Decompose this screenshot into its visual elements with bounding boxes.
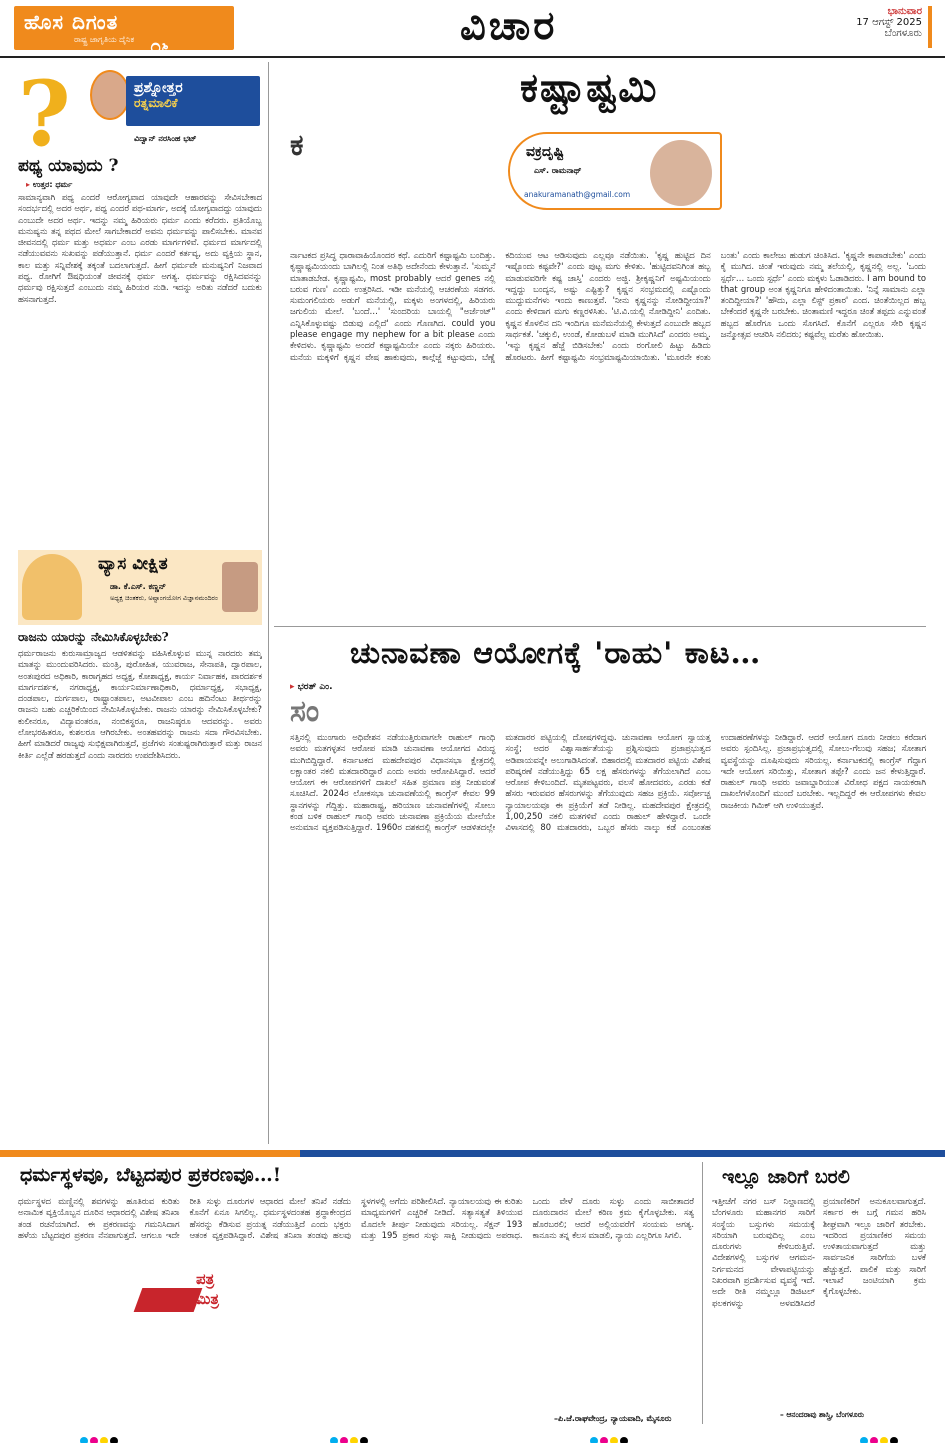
author-photo	[90, 70, 130, 120]
section-title: ವಿಚಾರ	[460, 2, 558, 49]
vyasa-author-photo	[222, 562, 258, 612]
letters-body: ಧರ್ಮಸ್ಥಳದ ಮಣ್ಣಿನಲ್ಲಿ ಶವಗಳನ್ನು ಹೂತಿರುವ ಕುರಿತು ಅನಾಮಿಕ ವ್ಯಕ್ತಿಯೊಬ್ಬನ ದೂರಿನ ಆಧಾರದಲ್ಲಿ ವಿಶೇಷ ತನಿಖಾ ತಂಡ ರಚನೆಯಾಗಿದೆ. ಈ ಪ್ರಕರಣವನ್ನು ಗಮನಿಸಿದಾಗ ಹಳೆಯ ಬೆಟ್ಟದಪುರ ಪ್ರಕರಣ ನೆನಪಾಗುತ್ತದೆ. ಆಗಲೂ ಇದೇ ರೀತಿ ಸುಳ್ಳು ದೂರುಗಳ ಆಧಾರದ ಮೇಲೆ ತನಿಖೆ ನಡೆದು ಕೊನೆಗೆ ಏನೂ ಸಿಗಲಿಲ್ಲ. ಧರ್ಮಸ್ಥಳದಂತಹ ಶ್ರದ್ಧಾಕೇಂದ್ರದ ಹೆಸರನ್ನು ಕೆಡಿಸುವ ಪ್ರಯತ್ನ ನಡೆಯುತ್ತಿದೆ ಎಂದು ಭಕ್ತರು ಆತಂಕ ವ್ಯಕ್ತಪಡಿಸಿದ್ದಾರೆ. ವಿಶೇಷ ತನಿಖಾ ತಂಡವು ಹಲವು ಸ್ಥಳಗಳಲ್ಲಿ ಅಗೆದು ಪರಿಶೀಲಿಸಿದೆ. ನ್ಯಾಯಾಲಯವು ಈ ಕುರಿತು ಮಾಧ್ಯಮಗಳಿಗೆ ಎಚ್ಚರಿಕೆ ನೀಡಿದೆ. ಸತ್ಯಾಸತ್ಯತೆ ತಿಳಿಯುವ ಮೊದಲೇ ತೀರ್ಪು ನೀಡುವುದು ಸರಿಯಲ್ಲ. ಸೆಕ್ಷನ್ 193 ಮತ್ತು 195 ಪ್ರಕಾರ ಸುಳ್ಳು ಸಾಕ್ಷಿ ನೀಡುವುದು ಅಪರಾಧ. ಒಂದು ವೇಳೆ ದೂರು ಸುಳ್ಳು ಎಂದು ಸಾಬೀತಾದರೆ ದೂರುದಾರನ ಮೇಲೆ ಕಠಿಣ ಕ್ರಮ ಕೈಗೊಳ್ಳಬೇಕು. ಸತ್ಯ ಹೊರಬರಲಿ; ಆದರೆ ಅಲ್ಲಿಯವರೆಗೆ ಸಂಯಮ ಅಗತ್ಯ. ಕಾನೂನು ತನ್ನ ಕೆಲಸ ಮಾಡಲಿ, ನ್ಯಾಯ ಎಲ್ಲರಿಗೂ ಸಿಗಲಿ.	[18, 1196, 694, 1240]
illu-body: ಇತ್ತೀಚೆಗೆ ನಗರ ಬಸ್ ನಿಲ್ದಾಣದಲ್ಲಿ ಬೆಂಗಳೂರು ಮಹಾನಗರ ಸಾರಿಗೆ ಸಂಸ್ಥೆಯ ಬಸ್ಸುಗಳು ಸಮಯಕ್ಕೆ ಸರಿಯಾಗಿ ಬರುವುದಿಲ್ಲ ಎಂಬ ದೂರುಗಳು ಕೇಳಿಬರುತ್ತಿವೆ. ವಿದೇಶಗಳಲ್ಲಿ ಬಸ್ಸುಗಳ ಆಗಮನ-ನಿರ್ಗಮನದ ವೇಳಾಪಟ್ಟಿಯನ್ನು ನಿಖರವಾಗಿ ಪ್ರದರ್ಶಿಸುವ ವ್ಯವಸ್ಥೆ ಇದೆ. ಅದೇ ರೀತಿ ನಮ್ಮಲ್ಲೂ ಡಿಜಿಟಲ್ ಫಲಕಗಳನ್ನು ಅಳವಡಿಸಿದರೆ ಪ್ರಯಾಣಿಕರಿಗೆ ಅನುಕೂಲವಾಗುತ್ತದೆ. ಸರ್ಕಾರ ಈ ಬಗ್ಗೆ ಗಮನ ಹರಿಸಿ ಶೀಘ್ರವಾಗಿ ಇಲ್ಲೂ ಜಾರಿಗೆ ತರಬೇಕು. ಇದರಿಂದ ಪ್ರಯಾಣಿಕರ ಸಮಯ ಉಳಿತಾಯವಾಗುತ್ತದೆ ಮತ್ತು ಸಾರ್ವಜನಿಕ ಸಾರಿಗೆಯ ಬಳಕೆ ಹೆಚ್ಚುತ್ತದೆ. ಪಾಲಿಕೆ ಮತ್ತು ಸಾರಿಗೆ ಇಲಾಖೆ ಜಂಟಿಯಾಗಿ ಕ್ರಮ ಕೈಗೊಳ್ಳಬೇಕು.	[712, 1196, 926, 1308]
registration-dots	[330, 1430, 370, 1443]
qa-title: ಪಥ್ಯ ಯಾವುದು ?	[18, 156, 119, 176]
patra-mitra-line1: ಪತ್ರ	[196, 1270, 215, 1288]
color-band-accent	[0, 1150, 300, 1157]
question-mark-icon: ?	[18, 61, 71, 167]
date-block	[822, 6, 932, 48]
letters-author: –ಪಿ.ಜೆ.ರಾಘವೇಂದ್ರ, ನ್ಯಾಯವಾದಿ, ಮೈಸೂರು	[554, 1414, 672, 1423]
page-number: ೦೬	[150, 34, 173, 58]
column-brand: ವಕ್ರದೃಷ್ಟಿ	[526, 144, 564, 160]
column-author: ಎಸ್. ರಾಮನಾಥ್	[534, 166, 582, 175]
qa-answer-tag: ▸ ಉತ್ತರ: ಧರ್ಮ	[26, 180, 72, 190]
election-dropcap: ಸಂ	[290, 694, 320, 729]
qa-brand-line1: ಪ್ರಶ್ನೋತ್ತರ	[134, 80, 183, 96]
column-dropcap: ಕ	[290, 128, 304, 163]
section-divider	[274, 626, 926, 627]
vyasa-header	[18, 550, 262, 625]
letters-divider	[702, 1162, 703, 1424]
vyasa-author: ಡಾ. ಕೆ.ಎಸ್. ಕಣ್ಣನ್	[110, 582, 166, 591]
column-divider	[268, 62, 269, 1144]
qa-brand-banner	[126, 76, 260, 126]
vyasa-author-role: ಅಧ್ಯಕ್ಷ ಚಿಂತಕರು, ಅಷ್ಟಾಂಗಯೋಗ ವಿಜ್ಞಾನಮಂದಿರಂ	[110, 594, 218, 602]
column-email: anakuramanath@gmail.com	[524, 190, 631, 199]
column-body: ರ್ನಾಟಕದ ಪ್ರಸಿದ್ಧ ಧಾರಾವಾಹಿಯೊಂದರ ಕಥೆ. ಎದುರಿಗೆ ಕಷ್ಟಾಷ್ಟಮಿ ಬಂದಿತ್ತು. ಕೃಷ್ಣಾಷ್ಟಮಿಯಂದು ಬಾಗಿಲಲ್ಲಿ ನಿಂತ ಅತಿಥಿ ಅದೇನೆಂದು ಕೇಳುತ್ತಾನೆ. 'ಸುಮ್ಮನೆ ಮಾತಾಡಬೇಡ. ಕೃಷ್ಣಾಷ್ಟಮಿ, most probably ಆದರೆ genes ನಲ್ಲಿ ಬರುವ ಗುಣ' ಎಂದು ಉತ್ತರಿಸಿದ. ಇಡೀ ಮನೆಯಲ್ಲಿ ಆಚರಣೆಯ ಸಡಗರ. ಸುಮಂಗಲಿಯರು ಅಡುಗೆ ಮನೆಯಲ್ಲಿ, ಮಕ್ಕಳು ಅಂಗಳದಲ್ಲಿ, ಹಿರಿಯರು ಜಗುಲಿಯ ಮೇಲೆ. 'ಬಂದೆ…' 'ಸುಂದರಿಯ ಬಾಯಲ್ಲಿ "ಅರ್ಜೆಂಟ್" ಎನ್ನಿಸಿಕೊಳ್ಳುವಷ್ಟು ಬಿಡುವು ಎಲ್ಲಿದೆ' ಎಂದು ಗೊಣಗಿದ. could you please engage my nephew for a bit please ಎಂದು ಕೇಳಿದಳು. ಕೃಷ್ಣಾಷ್ಟಮಿ ಅಂದರೆ ಕಷ್ಟಾಷ್ಟಮಿಯೇ ಎಂದು ನಕ್ಕರು ಹಿರಿಯರು. ಮನೆಯ ಮಕ್ಕಳಿಗೆ ಕೃಷ್ಣನ ವೇಷ ಹಾಕುವುದು, ಕಾಲ್ಗೆಜ್ಜೆ ಕಟ್ಟುವುದು, ಬೆಣ್ಣೆ ಕದಿಯುವ ಆಟ ಆಡಿಸುವುದು ಎಲ್ಲವೂ ನಡೆಯಿತು. 'ಕೃಷ್ಣ ಹುಟ್ಟಿದ ದಿನ ಇಷ್ಟೊಂದು ಕಷ್ಟವೇ?' ಎಂದು ಪುಟ್ಟ ಮಗು ಕೇಳಿತು. 'ಹುಟ್ಟಿದವನಿಗಿಂತ ಹಬ್ಬ ಮಾಡುವವರಿಗೇ ಕಷ್ಟ ಜಾಸ್ತಿ' ಎಂದರು ಅಜ್ಜಿ. ಶ್ರೀಕೃಷ್ಣನಿಗೆ ಅಷ್ಟಮಿಯಂದು ಇದ್ದದ್ದು ಬಂದ್ಯನ, ಅಷ್ಟು ಎಷ್ಟಿತ್ತು? ಕೃಷ್ಣನ ಸಂಭ್ರಮದಲ್ಲಿ ಎಷ್ಟೊಂದು ಮುದ್ದುಮನೆಗಳು ಇಂದು ಕಾಣುತ್ತವೆ. 'ನೀನು ಕೃಷ್ಣನನ್ನು ನೋಡಿದ್ದೀಯಾ?' ಎಂದು ಕೇಳಿದಾಗ ಮಗು ಕಣ್ಣರಳಿಸಿತು. 'ಟಿ.ವಿ.ಯಲ್ಲಿ ನೋಡಿದ್ದೀನಿ' ಎಂದಿತು. ಕೃಷ್ಣನ ಕೊಳಲಿನ ದನಿ ಇಂದಿಗೂ ಮನೆಮನೆಯಲ್ಲಿ ಕೇಳುತ್ತದೆ ಎಂಬುದೇ ಹಬ್ಬದ ಸಾರ್ಥಕತೆ. 'ಚಕ್ಕುಲಿ, ಉಂಡೆ, ಕೋಡುಬಳೆ ಮಾಡಿ ಮುಗಿಸಿದೆ' ಎಂದರು ಅಮ್ಮ. 'ಇನ್ನು ಕೃಷ್ಣನ ಹೆಜ್ಜೆ ಬಿಡಿಸಬೇಕು' ಎಂದು ರಂಗೋಲಿ ಹಿಟ್ಟು ಹಿಡಿದು ಹೊರಟರು. ಹೀಗೆ ಕಷ್ಟಾಷ್ಟಮಿ ಸಂಭ್ರಮಾಷ್ಟಮಿಯಾಯಿತು. 'ಮೂರನೇ ಕಂತು ಬಂತು' ಎಂದು ಕಾಲೇಜು ಹುಡುಗ ಚಿಂತಿಸಿದ. 'ಕೃಷ್ಣನೇ ಕಾಪಾಡಬೇಕು' ಎಂದು ಕೈ ಮುಗಿದ. ಚಿಂತೆ ಇರುವುದು ನಮ್ಮ ತಲೆಯಲ್ಲಿ, ಕೃಷ್ಣನಲ್ಲಿ ಅಲ್ಲ. 'ಒಂದು ಸ್ಪರ್ಧೆ… ಒಂದು ಸ್ಪರ್ಧೆ' ಎಂದು ಮಕ್ಕಳು ಓಡಾಡಿದರು. I am bound to that group ಅಂತ ಕೃಷ್ಣನಿಗೂ ಹೇಳಿದಂತಾಯಿತು. 'ನಿನ್ನೆ ಸಾಮಾನು ಎಲ್ಲಾ ತಂದಿದ್ದೀಯಾ?' 'ಹೌದು, ಎಲ್ಲಾ ಲಿಸ್ಟ್ ಪ್ರಕಾರ' ಎಂದ. ಚಿಂತೆಯಿಲ್ಲದ ಹಬ್ಬ ಬೇಕೆಂದರೆ ಕೃಷ್ಣನೇ ಬರಬೇಕು. ಚಿಂತಾಮಣಿ ಇದ್ದರೂ ಚಿಂತೆ ತಪ್ಪದು ಎನ್ನುವಂತೆ ಹಬ್ಬದ ಹೊರೆಗೂ ಒಂದು ಸೊಗಸಿದೆ. ಕೊನೆಗೆ ಎಲ್ಲರೂ ಸೇರಿ ಕೃಷ್ಣನ ಜನ್ಮೋತ್ಸವ ಆಚರಿಸಿ ನಲಿದರು; ಕಷ್ಟವೆಲ್ಲ ಮರೆತು ಹೋಯಿತು.	[290, 250, 926, 362]
illu-title: ಇಲ್ಲೂ ಜಾರಿಗೆ ಬರಲಿ	[722, 1166, 850, 1188]
day-label: ಭಾನುವಾರ	[887, 6, 922, 17]
election-title: ಚುನಾವಣಾ ಆಯೋಗಕ್ಕೆ 'ರಾಹು' ಕಾಟ…	[350, 636, 762, 671]
vyasa-title: ರಾಜನು ಯಾರನ್ನು ನೇಮಿಸಿಕೊಳ್ಳಬೇಕು?	[18, 630, 169, 644]
masthead	[0, 0, 945, 58]
election-body: ಸತ್ತಿನಲ್ಲಿ ಮುಂಗಾರು ಅಧಿವೇಶನ ನಡೆಯುತ್ತಿರುವಾಗಲೇ ರಾಹುಲ್ ಗಾಂಧಿ ಅವರು ಮತಗಳ್ಳತನ ಆರೋಪ ಮಾಡಿ ಚುನಾವಣಾ ಆಯೋಗದ ವಿರುದ್ಧ ಮುಗಿಬಿದ್ದಿದ್ದಾರೆ. ಕರ್ನಾಟಕದ ಮಹದೇವಪುರ ವಿಧಾನಸಭಾ ಕ್ಷೇತ್ರದಲ್ಲಿ ಲಕ್ಷಾಂತರ ನಕಲಿ ಮತದಾರರಿದ್ದಾರೆ ಎಂದು ಅವರು ಆರೋಪಿಸಿದ್ದಾರೆ. ಆದರೆ ಆಯೋಗ ಈ ಆರೋಪಗಳಿಗೆ ದಾಖಲೆ ಸಹಿತ ಪ್ರಮಾಣ ಪತ್ರ ನೀಡುವಂತೆ ಸೂಚಿಸಿದೆ. 2024ರ ಲೋಕಸಭಾ ಚುನಾವಣೆಯಲ್ಲಿ ಕಾಂಗ್ರೆಸ್ ಕೇವಲ 99 ಸ್ಥಾನಗಳನ್ನು ಗೆದ್ದಿತ್ತು. ಮಹಾರಾಷ್ಟ್ರ, ಹರಿಯಾಣ ಚುನಾವಣೆಗಳಲ್ಲಿ ಸೋಲು ಕಂಡ ಬಳಿಕ ರಾಹುಲ್ ಗಾಂಧಿ ಅವರು ಚುನಾವಣಾ ಪ್ರಕ್ರಿಯೆಯ ಮೇಲೆಯೇ ಅನುಮಾನ ವ್ಯಕ್ತಪಡಿಸುತ್ತಿದ್ದಾರೆ. 1960ರ ದಶಕದಲ್ಲಿ ಕಾಂಗ್ರೆಸ್ ಆಡಳಿತದಲ್ಲೇ ಮತದಾರರ ಪಟ್ಟಿಯಲ್ಲಿ ದೋಷಗಳಿದ್ದವು. ಚುನಾವಣಾ ಆಯೋಗ ಸ್ವಾಯತ್ತ ಸಂಸ್ಥೆ; ಅದರ ವಿಶ್ವಾಸಾರ್ಹತೆಯನ್ನು ಪ್ರಶ್ನಿಸುವುದು ಪ್ರಜಾಪ್ರಭುತ್ವದ ಅಡಿಪಾಯವನ್ನೇ ಅಲುಗಾಡಿಸಿದಂತೆ. ಬಿಹಾರದಲ್ಲಿ ಮತದಾರರ ಪಟ್ಟಿಯ ವಿಶೇಷ ಪರಿಷ್ಕರಣೆ ನಡೆಯುತ್ತಿದ್ದು 65 ಲಕ್ಷ ಹೆಸರುಗಳನ್ನು ತೆಗೆಯಲಾಗಿದೆ ಎಂಬ ಆರೋಪ ಕೇಳಿಬಂದಿದೆ. ಮೃತಪಟ್ಟವರು, ವಲಸೆ ಹೋದವರು, ಎರಡು ಕಡೆ ಹೆಸರು ಇರುವವರ ಹೆಸರುಗಳನ್ನು ತೆಗೆಯುವುದು ಸಹಜ ಪ್ರಕ್ರಿಯೆ. ಸರ್ವೋಚ್ಚ ನ್ಯಾಯಾಲಯವೂ ಈ ಪ್ರಕ್ರಿಯೆಗೆ ತಡೆ ನೀಡಿಲ್ಲ. ಮಹದೇವಪುರ ಕ್ಷೇತ್ರದಲ್ಲಿ 1,00,250 ನಕಲಿ ಮತಗಳಿವೆ ಎಂದು ರಾಹುಲ್ ಹೇಳಿದ್ದಾರೆ. ಒಂದೇ ವಿಳಾಸದಲ್ಲಿ 80 ಮತದಾರರು, ಒಬ್ಬರ ಹೆಸರು ನಾಲ್ಕು ಕಡೆ ಎಂಬಂತಹ ಉದಾಹರಣೆಗಳನ್ನು ನೀಡಿದ್ದಾರೆ. ಆದರೆ ಆಯೋಗ ದೂರು ನೀಡಲು ಕರೆದಾಗ ಅವರು ಸ್ಪಂದಿಸಿಲ್ಲ. ಪ್ರಜಾಪ್ರಭುತ್ವದಲ್ಲಿ ಸೋಲು-ಗೆಲುವು ಸಹಜ; ಸೋತಾಗ ವ್ಯವಸ್ಥೆಯನ್ನು ದೂಷಿಸುವುದು ಸರಿಯಲ್ಲ. ಕರ್ನಾಟಕದಲ್ಲಿ ಕಾಂಗ್ರೆಸ್ ಗೆದ್ದಾಗ ಇದೇ ಆಯೋಗ ಸರಿಯಿತ್ತು, ಸೋತಾಗ ತಪ್ಪೇ? ಎಂದು ಜನ ಕೇಳುತ್ತಿದ್ದಾರೆ. ರಾಹುಲ್ ಗಾಂಧಿ ಅವರು ಜವಾಬ್ದಾರಿಯುತ ವಿರೋಧ ಪಕ್ಷದ ನಾಯಕರಾಗಿ ದಾಖಲೆಗಳೊಂದಿಗೆ ಮುಂದೆ ಬರಬೇಕು. ಇಲ್ಲದಿದ್ದರೆ ಈ ಆರೋಪಗಳು ಕೇವಲ ರಾಜಕೀಯ ಗಿಮಿಕ್ ಆಗಿ ಉಳಿಯುತ್ತವೆ.	[290, 732, 926, 833]
column-title: ಕಷ್ಟಾಷ್ಟಮಿ	[520, 64, 659, 111]
sage-illustration	[22, 554, 82, 620]
newspaper-logo	[14, 6, 234, 50]
registration-dots	[860, 1430, 900, 1443]
letters-title: ಧರ್ಮಸ್ಥಳವೂ, ಬೆಟ್ಟದಪುರ ಪ್ರಕರಣವೂ…!	[20, 1164, 282, 1186]
vyasa-brand: ವ್ಯಾಸ ವೀಕ್ಷಿತ	[98, 554, 168, 574]
logo-tagline: ರಾಷ್ಟ್ರ ಜಾಗೃತಿಯ ದೈನಿಕ	[74, 35, 135, 44]
election-byline: ▸ ಭರತ್ ಎಂ.	[290, 682, 333, 692]
qa-author: ವಿದ್ವಾನ್ ನರಸಿಂಹ ಭಟ್	[134, 134, 197, 143]
qa-body: ಸಾಮಾನ್ಯವಾಗಿ ಪಥ್ಯ ಎಂದರೆ ಆರೋಗ್ಯವಾದ ಯಾವುದೇ ಆಹಾರವನ್ನು ಸೇವಿಸಬೇಕಾದ ಸಂದರ್ಭದಲ್ಲಿ ಅದರ ಅರ್ಥ, ಪಥ್ಯ ಎಂದರೆ ಪಥ-ಮಾರ್ಗ, ಅದಕ್ಕೆ ಯೋಗ್ಯವಾದದ್ದು ಯಾವುದು ಎಂಬುದೇ ಅದರ ಅರ್ಥ. ಇದನ್ನು ನಮ್ಮ ಹಿರಿಯರು ಧರ್ಮ ಎಂದು ಕರೆದರು. ಪ್ರತಿಯೊಬ್ಬ ಮನುಷ್ಯನು ತನ್ನ ಪಥದ ಮೇಲೆ ಸಾಗಬೇಕಾದರೆ ಅವನು ಧರ್ಮವನ್ನು ಪಾಲಿಸಬೇಕು. ಮಾನವ ಜೀವನದಲ್ಲಿ ಧರ್ಮ ಮತ್ತು ಅಧರ್ಮ ಎಂಬ ಎರಡು ಮಾರ್ಗಗಳಿವೆ. ಧರ್ಮದ ಮಾರ್ಗದಲ್ಲಿ ನಡೆಯುವವನು ಸುಖವನ್ನು ಪಡೆಯುತ್ತಾನೆ. ಧರ್ಮ ಎಂದರೆ ಕರ್ತವ್ಯ, ಅದು ವ್ಯಕ್ತಿಯ ಸ್ಥಾನ, ಕಾಲ ಮತ್ತು ಸನ್ನಿವೇಶಕ್ಕೆ ತಕ್ಕಂತೆ ಬದಲಾಗುತ್ತದೆ. ಹೀಗೆ ಧರ್ಮವೇ ಮನುಷ್ಯನಿಗೆ ನಿಜವಾದ ಪಥ್ಯ. ರೋಗಿಗೆ ಔಷಧಿಯಂತೆ ಜೀವನಕ್ಕೆ ಧರ್ಮ ಅಗತ್ಯ. ಧರ್ಮವನ್ನು ರಕ್ಷಿಸಿದವನನ್ನು ಧರ್ಮವು ರಕ್ಷಿಸುತ್ತದೆ ಎಂಬುದು ನಮ್ಮ ಹಿರಿಯರ ನುಡಿ. ಇದನ್ನು ಅರಿತು ನಡೆದರೆ ಬದುಕು ಹಸನಾಗುತ್ತದೆ.	[18, 192, 262, 304]
city-label: ಬೆಂಗಳೂರು	[884, 28, 922, 39]
patra-mitra-line2: ಮಿತ್ರ	[196, 1290, 219, 1308]
logo-text: ಹೊಸ ದಿಗಂತ	[24, 10, 119, 34]
date-label: 17 ಆಗಸ್ಟ್ 2025	[856, 17, 922, 28]
registration-dots	[80, 1430, 120, 1443]
illu-author: – ಆನಂದರಾವು ಶಾಸ್ತ್ರಿ, ಬೆಂಗಳೂರು	[780, 1410, 865, 1419]
vyasa-body: ಧರ್ಮರಾಜನು ಕುರುಸಾಮ್ರಾಜ್ಯದ ಆಡಳಿತವನ್ನು ವಹಿಸಿಕೊಳ್ಳುವ ಮುನ್ನ ನಾರದರು ತಮ್ಮ ಮಾತನ್ನು ಮುಂದುವರಿಸಿದರು. ಮಂತ್ರಿ, ಪುರೋಹಿತ, ಯುವರಾಜ, ಸೇನಾಪತಿ, ದ್ವಾರಪಾಲ, ಅಂತಃಪುರದ ಅಧಿಕಾರಿ, ಕಾರಾಗೃಹದ ಅಧ್ಯಕ್ಷ, ಕೋಶಾಧ್ಯಕ್ಷ, ಕಾರ್ಯ ನಿರ್ವಾಹಕ, ಪಾರದರ್ಶಕ ಮಾರ್ಗದರ್ಶಕ, ನಗರಾಧ್ಯಕ್ಷ, ಕಾರ್ಯನಿರ್ಮಾಣಾಧಿಕಾರಿ, ಧರ್ಮಾಧ್ಯಕ್ಷ, ಸಭಾಧ್ಯಕ್ಷ, ದಂಡಪಾಲ, ದುರ್ಗಪಾಲ, ರಾಷ್ಟ್ರಾಂತಪಾಲ, ಅಟವೀಪಾಲ ಎಂಬ ಹದಿನೆಂಟು ತೀರ್ಥರನ್ನು ರಾಜನು ಬಹು ಎಚ್ಚರಿಕೆಯಿಂದ ನೇಮಿಸಿಕೊಳ್ಳಬೇಕು. ರಾಜನು ಯಾರನ್ನು ನೇಮಿಸಿಕೊಳ್ಳಬೇಕು? ಕುಲೀನರೂ, ವಿದ್ಯಾವಂತರೂ, ನಂಬಿಕಸ್ಥರೂ, ರಾಜನಿಷ್ಠರೂ ಆದವರನ್ನು. ಅವರು ಲೋಭರಹಿತರೂ, ಕುಶಲರೂ ಆಗಿರಬೇಕು. ಅಂತಹವರನ್ನು ರಾಜನು ಸದಾ ಗೌರವಿಸಬೇಕು. ಹೀಗೆ ಮಾಡಿದರೆ ರಾಜ್ಯವು ಸುಭಿಕ್ಷವಾಗಿರುತ್ತದೆ, ಪ್ರಜೆಗಳು ಸಂತುಷ್ಟರಾಗಿರುತ್ತಾರೆ ಮತ್ತು ರಾಜನ ಕೀರ್ತಿ ಎಲ್ಲೆಡೆ ಹರಡುತ್ತದೆ ಎಂದು ನಾರದರು ಉಪದೇಶಿಸಿದರು.	[18, 648, 262, 760]
qa-brand-line2: ರತ್ನಮಾಲಿಕೆ	[134, 96, 178, 110]
registration-dots	[590, 1430, 630, 1443]
